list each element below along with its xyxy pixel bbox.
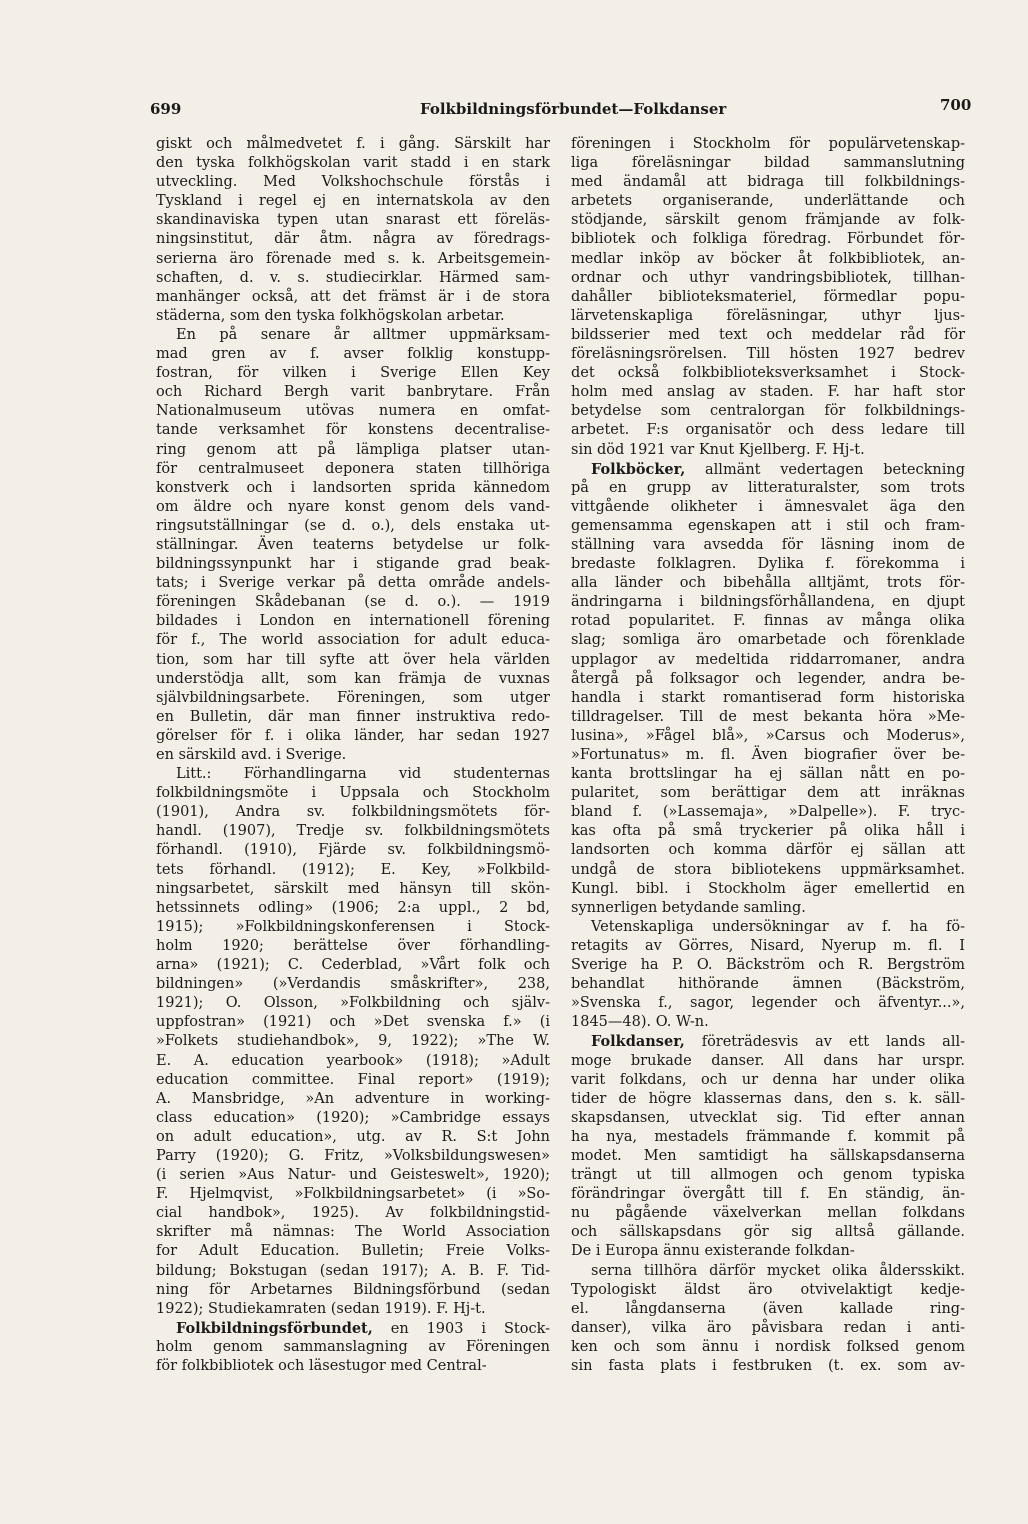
text-line: lusina», »Fågel blå», »Carsus och Moderus», xyxy=(571,727,965,744)
text-line: manhänger också, att det främst är i de stora xyxy=(156,288,550,305)
text-line: slag; somliga äro omarbetade och förenklade xyxy=(571,632,965,649)
text-line: kas ofta på små tryckerier på olika håll i xyxy=(571,823,965,840)
text-line: Parry (1920); G. Fritz, »Volksbildungswesen» xyxy=(156,1147,550,1164)
text-line: undgå de stora bibliotekens uppmärksamhet. xyxy=(571,861,965,878)
text-line: Folkbildningsförbundet, en 1903 i Stock- xyxy=(176,1319,550,1337)
text-line: bredaste folklagren. Dylika f. förekomma i xyxy=(571,556,965,573)
text-line: 1922); Studiekamraten (sedan 1919). F. Hj-t. xyxy=(156,1300,486,1317)
text-line: De i Europa ännu existerande folkdan- xyxy=(571,1243,855,1260)
text-line: bildades i London en internationell förening xyxy=(156,613,550,630)
text-line: lärvetenskapliga föreläsningar, uthyr ljus- xyxy=(571,307,965,324)
text-line: E. A. education yearbook» (1918); »Adult xyxy=(156,1052,550,1069)
text-line: städerna, som den tyska folkhögskolan arbetar. xyxy=(156,307,505,324)
text-line: bildsserier med text och meddelar råd för xyxy=(571,326,965,343)
text-line: ning för Arbetarnes Bildningsförbund (sedan xyxy=(156,1281,550,1298)
text-line: Folkdanser, företrädesvis av ett lands all- xyxy=(591,1033,965,1051)
text-line: alla länder och bibehålla alltjämt, trots för- xyxy=(571,575,965,592)
text-line: bibliotek och folkliga föredrag. Förbundet för- xyxy=(571,231,965,248)
text-line: föreläsningsrörelsen. Till hösten 1927 bedrev xyxy=(571,346,965,363)
text-line: gemensamma egenskapen att i stil och fram- xyxy=(571,517,965,534)
text-line: medlar inköp av böcker åt folkbibliotek, an- xyxy=(571,250,965,267)
text-line: giskt och målmedvetet f. i gång. Särskilt har xyxy=(156,136,550,152)
text-line: cial handbok», 1925). Av folkbildningstid- xyxy=(156,1205,550,1222)
text-line: skandinaviska typen utan snarast ett föreläs- xyxy=(156,212,550,229)
text-line: retagits av Görres, Nisard, Nyerup m. fl. I xyxy=(571,937,965,954)
text-line: Sverige ha P. O. Bäckström och R. Bergström xyxy=(571,957,965,974)
left-text-column xyxy=(156,135,550,1376)
text-line: 1845—48). O. W-n. xyxy=(571,1014,709,1031)
text-line: ställning vara avsedda för läsning inom de xyxy=(571,536,965,553)
text-line: tion, som har till syfte att över hela världen xyxy=(156,651,550,668)
text-line: betydelse som centralorgan för folkbildnings- xyxy=(571,403,965,420)
text-line: förändringar övergått till f. En ständig, än- xyxy=(571,1186,965,1203)
text-line: stödjande, särskilt genom främjande av folk- xyxy=(571,212,965,229)
text-line: med ändamål att bidraga till folkbildnings- xyxy=(571,174,965,191)
text-line: behandlat hithörande ämnen (Bäckström, xyxy=(571,976,965,993)
text-line: dahåller biblioteksmateriel, förmedlar popu- xyxy=(571,288,965,305)
text-line: Litt.: Förhandlingarna vid studenternas xyxy=(176,766,550,783)
text-line: handla i starkt romantiserad form historiska xyxy=(571,689,965,706)
text-line: sin fasta plats i festbruken (t. ex. som av- xyxy=(571,1358,965,1374)
text-line: el. långdanserna (även kallade ring- xyxy=(571,1300,965,1317)
text-line: tider de högre klassernas dans, den s. k. säll- xyxy=(571,1090,965,1107)
text-line: F. Hjelmqvist, »Folkbildningsarbetet» (i »So- xyxy=(156,1186,550,1203)
text-line: föreningen Skådebanan (se d. o.). — 1919 xyxy=(156,594,550,611)
text-line: ställningar. Även teaterns betydelse ur folk- xyxy=(156,536,550,553)
text-line: Tyskland i regel ej en internatskola av den xyxy=(156,193,550,210)
text-line: 1921); O. Olsson, »Folkbildning och själv- xyxy=(156,995,550,1012)
text-line: ring genom att på lämpliga platser utan- xyxy=(156,441,550,458)
text-line: ordnar och uthyr vandringsbibliotek, tillhan- xyxy=(571,269,965,286)
text-line: arbetet. F:s organisatör och dess ledare till xyxy=(571,422,965,439)
left-page-number: 699 xyxy=(150,100,182,118)
text-line: bildningssynpunkt har i stigande grad beak- xyxy=(156,556,550,573)
text-line: holm genom sammanslagning av Föreningen xyxy=(156,1338,550,1355)
text-line: (1901), Andra sv. folkbildningsmötets för- xyxy=(156,804,550,821)
text-line: varit folkdans, och ur denna har under olika xyxy=(571,1071,965,1088)
text-line: tilldragelser. Till de mest bekanta höra »Me- xyxy=(571,708,965,725)
text-line: tats; i Sverige verkar på detta område andels- xyxy=(156,575,550,592)
text-line: education committee. Final report» (1919); xyxy=(156,1071,550,1088)
text-line: A. Mansbridge, »An adventure in working- xyxy=(156,1090,550,1107)
text-line: om äldre och nyare konst genom dels vand- xyxy=(156,498,550,515)
text-line: och sällskapsdans gör sig alltså gällande. xyxy=(571,1224,965,1241)
right-page-number: 700 xyxy=(940,96,972,114)
text-line: skapsdansen, utvecklat sig. Tid efter annan xyxy=(571,1109,965,1126)
text-line: Nationalmuseum utövas numera en omfat- xyxy=(156,403,550,420)
text-line: återgå på folksagor och legender, andra be- xyxy=(571,670,965,687)
text-line: kanta brottslingar ha ej sällan nått en po- xyxy=(571,766,965,783)
text-line: trängt ut till allmogen och genom typiska xyxy=(571,1167,965,1184)
text-line: på en grupp av litteraturalster, som trots xyxy=(571,479,965,496)
text-line: schaften, d. v. s. studiecirklar. Härmed sam- xyxy=(156,269,550,286)
text-line: ringsutställningar (se d. o.), dels enstaka ut- xyxy=(156,517,550,534)
text-line: en särskild avd. i Sverige. xyxy=(156,747,347,763)
text-line: holm med anslag av staden. F. har haft stor xyxy=(571,384,965,401)
text-line: ken och som ännu i nordisk folksed genom xyxy=(571,1338,965,1355)
text-line: den tyska folkhögskolan varit stadd i en stark xyxy=(156,155,550,172)
text-line: serna tillhöra därför mycket olika åldersskikt. xyxy=(591,1262,965,1279)
text-line: arna» (1921); C. Cederblad, »Vårt folk och xyxy=(156,957,550,974)
text-line: »Svenska f., sagor, legender och äfventyr...», xyxy=(571,995,965,1012)
text-line: liga föreläsningar bildad sammanslutning xyxy=(571,155,965,172)
text-line: görelser för f. i olika länder, har sedan 1927 xyxy=(156,727,550,744)
text-line: sin död 1921 var Knut Kjellberg. F. Hj-t. xyxy=(571,441,865,458)
text-line: (i serien »Aus Natur- und Geisteswelt», 1920); xyxy=(156,1167,550,1184)
text-line: »Folkets studiehandbok», 9, 1922); »The W. xyxy=(156,1033,550,1050)
text-line: tande verksamhet för konstens decentralise- xyxy=(156,422,550,439)
text-line: bildung; Bokstugan (sedan 1917); A. B. F. Tid- xyxy=(156,1262,550,1279)
text-line: för f., The world association for adult educa- xyxy=(156,632,550,649)
text-line: handl. (1907), Tredje sv. folkbildningsmötets xyxy=(156,823,550,840)
text-line: class education» (1920); »Cambridge essays xyxy=(156,1109,550,1126)
text-line: fostran, för vilken i Sverige Ellen Key xyxy=(156,365,550,382)
text-line: det också folkbiblioteksverksamhet i Stock- xyxy=(571,365,965,382)
text-line: synnerligen betydande samling. xyxy=(571,899,806,916)
text-line: bland f. (»Lassemaja», »Dalpelle»). F. tryc- xyxy=(571,804,965,821)
text-line: ningsinstitut, där åtm. några av föredrags- xyxy=(156,231,550,248)
text-line: serierna äro förenade med s. k. Arbeitsgemein- xyxy=(156,250,550,267)
text-line: Vetenskapliga undersökningar av f. ha fö- xyxy=(591,918,965,935)
text-line: modet. Men samtidigt ha sällskapsdanserna xyxy=(571,1147,965,1164)
text-line: for Adult Education. Bulletin; Freie Volks- xyxy=(156,1243,550,1260)
text-line: konstverk och i landsorten sprida kännedom xyxy=(156,479,550,496)
text-line: för centralmuseet deponera staten tillhöriga xyxy=(156,460,550,477)
text-line: En på senare år alltmer uppmärksam- xyxy=(176,326,550,343)
text-line: självbildningsarbete. Föreningen, som utger xyxy=(156,689,550,706)
text-line: vittgående olikheter i ämnesvalet äga den xyxy=(571,498,965,515)
text-line: ha nya, mestadels främmande f. kommit på xyxy=(571,1128,965,1145)
text-line: upplagor av medeltida riddarromaner, andra xyxy=(571,651,965,668)
right-text-column xyxy=(571,135,965,1376)
text-line: holm 1920; berättelse över förhandling- xyxy=(156,937,550,954)
text-line: utveckling. Med Volkshochschule förstås i xyxy=(156,174,550,191)
text-line: ändringarna i bildningsförhållandena, en djupt xyxy=(571,594,965,611)
text-line: och Richard Bergh varit banbrytare. Från xyxy=(156,384,550,401)
text-line: uppfostran» (1921) och »Det svenska f.» (i xyxy=(156,1014,550,1031)
text-line: landsorten och komma därför ej sällan att xyxy=(571,842,965,859)
text-line: en Bulletin, där man finner instruktiva redo- xyxy=(156,708,550,725)
text-line: pularitet, som berättigar dem att inräknas xyxy=(571,785,965,802)
text-line: föreningen i Stockholm för populärvetenskap- xyxy=(571,136,965,152)
text-line: Folkböcker, allmänt vedertagen beteckning xyxy=(591,460,965,478)
text-line: 1915); »Folkbildningskonferensen i Stock- xyxy=(156,918,550,935)
text-line: tets förhandl. (1912); E. Key, »Folkbild- xyxy=(156,861,550,878)
text-line: danser), vilka äro påvisbara redan i anti- xyxy=(571,1319,965,1336)
text-line: understödja allt, som kan främja de vuxnas xyxy=(156,670,550,687)
text-line: bildningen» (»Verdandis småskrifter», 238, xyxy=(156,976,550,993)
text-line: hetssinnets odling» (1906; 2:a uppl., 2 bd, xyxy=(156,899,550,916)
text-line: rotad popularitet. F. finnas av många olika xyxy=(571,613,965,630)
text-line: Typologiskt äldst äro otvivelaktigt kedje- xyxy=(571,1281,965,1298)
text-line: »Fortunatus» m. fl. Även biografier över be- xyxy=(571,747,965,763)
text-line: mad gren av f. avser folklig konstupp- xyxy=(156,346,550,363)
text-line: ningsarbetet, särskilt med hänsyn till skön- xyxy=(156,880,550,897)
text-line: förhandl. (1910), Fjärde sv. folkbildningsmö- xyxy=(156,842,550,859)
text-line: skrifter må nämnas: The World Association xyxy=(156,1224,550,1241)
text-line: folkbildningsmöte i Uppsala och Stockholm xyxy=(156,785,550,802)
text-line: för folkbibliotek och läsestugor med Central- xyxy=(156,1358,487,1374)
text-line: nu pågående växelverkan mellan folkdans xyxy=(571,1205,965,1222)
text-line: on adult education», utg. av R. S:t John xyxy=(156,1128,550,1145)
text-line: moge brukade danser. All dans har urspr. xyxy=(571,1052,965,1069)
text-line: arbetets organiserande, underlättande och xyxy=(571,193,965,210)
running-title: Folkbildningsförbundet—Folkdanser xyxy=(420,100,727,118)
text-line: Kungl. bibl. i Stockholm äger emellertid en xyxy=(571,880,965,897)
